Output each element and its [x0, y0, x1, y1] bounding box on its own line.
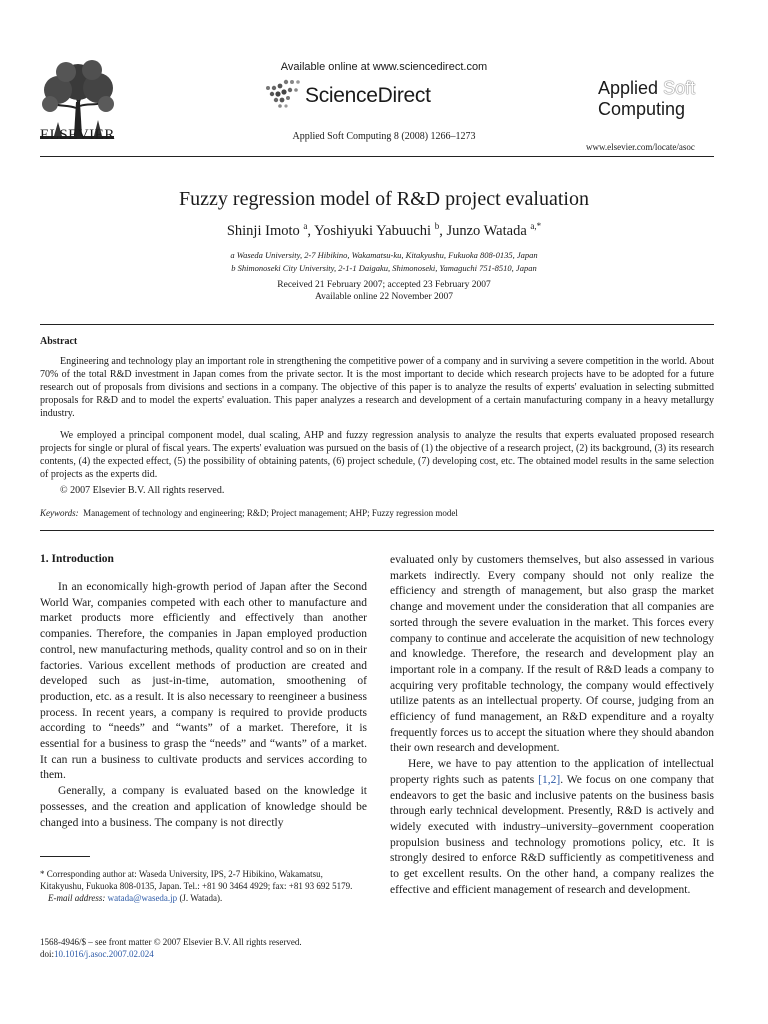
- doi-label: doi:: [40, 949, 55, 959]
- body-text: Here, we have to pay attention to the application of intellectual property rights such as patents: [390, 758, 714, 786]
- publisher-name: ELSEVIER: [40, 127, 115, 143]
- sciencedirect-wordmark: ScienceDirect: [305, 84, 431, 107]
- section-heading: 1. Introduction: [40, 553, 114, 565]
- journal-url[interactable]: www.elsevier.com/locate/asoc: [586, 142, 695, 152]
- copyright-line: © 2007 Elsevier B.V. All rights reserved.: [60, 485, 225, 496]
- body-paragraph: evaluated only by customers themselves, but also assessed in various markets indirectly. Every company should not only realize the efficiency and strength of management, but also grasp the market change and movement under the consideration that all companies are sorted through the severe evaluation in the market. This forces every company to continue and accelerate the acquisition of new technology and knowledge. Therefore, the research and development play an important role in a company. If the result of R&D leads a company to acquiring very profitable technology, the company would effectively utilize patents as an intellectual property. Of course, judging from an efficiency of fund management, an R&D expenditure and a royalty frequently forces us to accept the situation where they should abandon their own research and development.: [390, 554, 714, 755]
- journal-logo-soft: Soft: [663, 78, 696, 98]
- author-name: Shinji Imoto: [226, 222, 300, 239]
- left-column: [40, 580, 367, 831]
- body-paragraph: In an economically high-growth period of Japan after the Second World War, companies competed with each other to manufacture and market products more efficiently and effectively than another companies. Therefore, the companies in Japan employed production control, new manufacturing methods, quality control and so on in their factories. Various excellent methods of production are created and developed such as just-in-time, automation, smoothening of production, etc. as a result. It is also necessary to reengineer a business process. In recent years, a company is required to provide products according to “needs” and “wants” of a market. Therefore, it is essential for a business to grasp the “needs” and “wants” of a market. It can run a business to cultivate products and services according to them.: [40, 581, 367, 782]
- email-link[interactable]: watada@waseda.jp: [107, 893, 178, 903]
- abstract-heading: Abstract: [40, 336, 78, 347]
- author-list: Shinji Imoto $^a$, Yoshiyuki Yabuuchi $^b$, Junzo Watada $^{a,*}$: [226, 221, 542, 239]
- author-name: Yoshiyuki Yabuuchi: [314, 222, 432, 239]
- author-affil-mark[interactable]: a: [303, 221, 308, 231]
- received-date: Received 21 February 2007; accepted 23 February 2007: [277, 280, 491, 290]
- issn-doi-block: [40, 936, 302, 960]
- author-name: Junzo Watada: [446, 222, 527, 239]
- keywords-label: Keywords:: [40, 508, 79, 518]
- body-paragraph: [390, 757, 714, 898]
- reference-link[interactable]: [1,2]: [538, 773, 561, 786]
- abstract-paragraph: We employed a principal component model, dual scaling, AHP and fuzzy regression analysis to analyze the results that experts evaluated proposed research projects for single or plural of fiscal years. The experts' evaluation was pursued on the basis of (1) the objective of a research project, (2) its background, (3) its research contents, (4) the expected effect, (5) the possibility of obtaining patents, (6) project schedule, (7) developing cost, etc. The obtained model results in the same selection of projects as the experts did.: [40, 430, 714, 480]
- corresponding-author-footnote: [40, 868, 367, 904]
- right-column: [390, 553, 714, 898]
- article-title: Fuzzy regression model of R&D project evaluation: [179, 188, 589, 210]
- available-date: Available online 22 November 2007: [314, 292, 454, 302]
- body-paragraph: Generally, a company is evaluated based on the knowledge it possesses, and the creation and application of knowledge should be changed into a business. The company is not directly: [40, 785, 367, 829]
- footnote-rule: [40, 856, 90, 857]
- issn-line: 1568-4946/$ – see front matter © 2007 Elsevier B.V. All rights reserved.: [40, 937, 302, 947]
- author-affil-mark[interactable]: b: [434, 221, 440, 231]
- journal-logo: [598, 78, 695, 120]
- doi-link[interactable]: 10.1016/j.asoc.2007.02.024: [54, 949, 154, 959]
- email-label: E-mail address:: [48, 893, 106, 903]
- available-online-notice: Available online at www.sciencedirect.com: [280, 61, 488, 73]
- journal-logo-applied: Applied: [598, 78, 664, 98]
- abstract-bottom-rule: [40, 530, 714, 531]
- journal-logo-computing: Computing: [598, 99, 686, 119]
- abstract-top-rule: [40, 324, 714, 325]
- affiliation-a: a Waseda University, 2-7 Hibikino, Wakamatsu-ku, Kitakyushu, Fukuoka 808-0135, Japan: [230, 250, 538, 260]
- body-text: . We focus on one company that endeavors to get the basic and inclusive patents on the business basis through early technical development. Presently, R&D is actively and widely executed with industry–university–government cooperation propulsion business and technology promotions policy, etc. It is strongly desired to enforce R&D sufficiently as competitiveness and to get excellent results. On the other hand, a company realizes the effective and efficient management of research and development.: [390, 773, 714, 896]
- keywords-list: Management of technology and engineering; R&D; Project management; AHP; Fuzzy regression model: [83, 508, 458, 518]
- abstract-paragraph: Engineering and technology play an important role in strengthening the competitive power of a company and in surviving a severe competition in the world. About 70% of the total R&D investment in Japan comes from the private sector. It is the most important to decide which research projects have to be adopted for a future research out of proposals from divisions and sections in a company. The objective of this paper is to analyze the results of experts' evaluation in selecting submitted proposals for R&D and to model the experts' evaluation. This paper analyzes a research and development of a certain manufacturing company in a heavy metallurgy industry.: [40, 356, 714, 419]
- email-suffix: (J. Watada).: [179, 893, 223, 903]
- journal-citation: Applied Soft Computing 8 (2008) 1266–1273: [292, 131, 476, 142]
- author-affil-mark[interactable]: a,*: [530, 221, 542, 231]
- keywords-line: [40, 508, 458, 518]
- affiliation-b: b Shimonoseki City University, 2-1-1 Daigaku, Shimonoseki, Yamaguchi 751-8510, Japan: [231, 263, 537, 273]
- footnote-text: * Corresponding author at: Waseda University, IPS, 2-7 Hibikino, Wakamatsu, Kitakyushu, Fukuoka 808-0135, Japan. Tel.: +81 90 3464 4929; fax: +81 93 692 5179.: [40, 869, 353, 891]
- header-rule: [40, 156, 714, 157]
